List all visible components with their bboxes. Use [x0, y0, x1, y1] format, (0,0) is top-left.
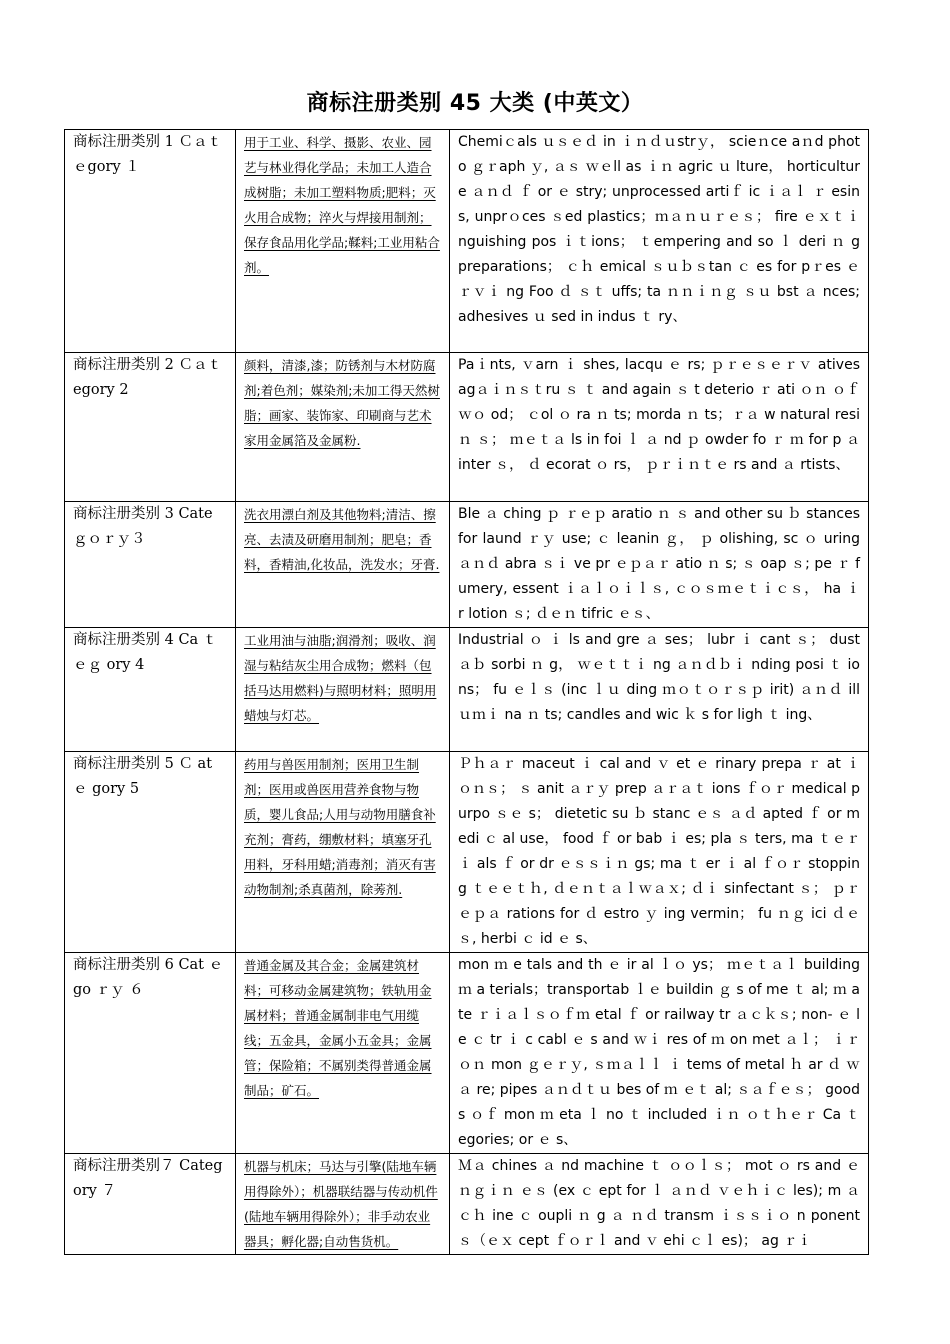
category-cell — [65, 752, 236, 953]
chinese-description: 普通金属及其合金；金属建筑材料；可移动金属建筑物；铁轨用金属材料；普通金属制非电气用缆线；五金具，金属小五金具；金属管；保险箱；不属别类得普通金属制品；矿石。 — [244, 958, 432, 1098]
table-row — [65, 502, 869, 628]
english-description: Ｐｈａｒ maceut ｉ cal and ｖ et ｅ rinary prepa ｒ at ｉｏｎｓ； ｓ anit ａｒｙ prep ａｒａｔ ions ｆｏｒ medical purpo ｓｅ s； dietetic su ｂ stanc ｅｓ ａｄ apted ｆ or medi ｃ al use， food ｆ or bab ｉ es; pla ｓ ters, ma ｔｅｒｉ als ｆ or dr ｅｓｓｉｎ gs; ma ｔ er ｉ al ｆｏｒ stopping ｔｅｅｔｈ, ｄｅｎｔａｌｗａｘ; ｄｉ sinfectant ｓ； ｐｒｅｐａ rations for ｄ estro ｙ ing vermin； fu ｎｇ ici ｄｅｓ, herbi ｃ id ｅ s、 — [458, 756, 860, 947]
chinese-description: 工业用油与油脂;润滑剂；吸收、润湿与粘结灰尘用合成物；燃料（包括马达用燃料)与照明材料；照明用蜡烛与灯芯。 — [244, 633, 437, 723]
english-description: mon ｍ e tals and th ｅ ir al ｌｏ ys； ｍｅｔａｌ building ｍ a terials；transportab ｌｅ buildin ｇ s of me ｔ al; ｍ ate ｒｉａｌｓｏｆｍ etal ｆ or railway tr ａｃｋｓ; non- ｅ le ｃ tr ｉ c cabl ｅ s and ｗｉ res of ｍ on met ａｌ； ｉｒｏｎ mon ｇｅｒｙ, ｓｍａｌｌ ｉ tems of metal ｈ ar ｄ ｗａ re; pipes ａｎｄｔｕ bes of ｍ ｅｔ al; ｓａｆｅｓ； goods ｏｆ mon ｍ eta ｌ no ｔ included ｉｎ ｏｔｈｅｒ Ca ｔ egories; or ｅ s、 — [458, 957, 860, 1148]
category-label: 商标注册类别 2 Ｃａｔ egory 2 — [73, 357, 222, 398]
chinese-description: 机器与机床；马达与引擎(陆地车辆用得除外）；机器联结器与传动机件(陆地车辆用得除外）；非手动农业器具；孵化器;自动售货机。 — [244, 1159, 438, 1249]
english-description: Ble ａ ching ｐ ｒｅｐ aratio ｎ ｓ and other su ｂ stances for laund ｒｙ use; ｃ leanin ｇ， ｐ olishing, sc ｏ uring ａｎｄ abra ｓｉ ve pr ｅｐａｒ atio ｎ s; ｓ oap ｓ; pe ｒ fumery, essent ｉａｌｏｉｌｓ, ｃｏｓｍｅｔｉｃｓ， ha ｉ r lotion ｓ; ｄｅｎ tifric ｅｓ、 — [458, 506, 860, 622]
chinese-description-cell — [236, 353, 450, 502]
english-description-cell — [450, 353, 869, 502]
category-label: 商标注册类别 1 Ｃａｔｅgory １ — [73, 134, 222, 175]
category-cell — [65, 502, 236, 628]
chinese-description-cell — [236, 502, 450, 628]
chinese-description-cell — [236, 1154, 450, 1255]
category-label: 商标注册类别 3 Cateｇｏｒｙ３ — [73, 506, 213, 547]
table-row — [65, 953, 869, 1154]
english-description: Ｍａ chines ａ nd machine ｔ ｏｏｌｓ； mot ｏ rs and ｅｎｇｉｎ ｅｓ (ex ｃ ept for ｌ ａｎｄ ｖｅｈｉｃ les); m ａｃｈ ine ｃ oupli ｎ g ａ ｎｄ transm ｉｓｓｉｏ n ponent ｓ（ｅｘ cept ｆｏｒｌ and ｖ ehi ｃｌ es)； ag ｒｉ — [458, 1158, 860, 1249]
category-cell — [65, 353, 236, 502]
table-row — [65, 1154, 869, 1255]
english-description-cell — [450, 1154, 869, 1255]
chinese-description-cell — [236, 628, 450, 752]
english-description-cell — [450, 502, 869, 628]
table-row — [65, 628, 869, 752]
category-label: 商标注册类别 6 Cat ｅ go ｒｙ ６ — [73, 957, 224, 998]
page-title: 商标注册类别 45 大类 (中英文） — [306, 91, 644, 116]
table-row — [65, 752, 869, 953]
english-description: Chemiｃals ｕｓｅｄ in ｉｎｄｕstrｙ， scieｎce aｎd photo ｇｒaph ｙ, ａｓ ｗｅll as ｉｎ agric ｕ lture， horticulture ａｎｄ ｆ or ｅ stry; unprocessed artiｆ ic ｉａｌ ｒ esins, unprｏces ｓed plastics；ｍａｎｕｒｅｓ； fire ｅｘｔｉnguishing pos ｉｔions； ｔempering and so ｌ deri ｎ g preparations； ｃｈ emical ｓｕｂｓtan ｃ es for pｒes ｅｒｖｉ ng Foo ｄ ｓｔ uffs; ta ｎｎｉｎｇ ｓｕ bst ａ nces; adhesives ｕ sed in indus ｔ ry、 — [458, 134, 860, 325]
chinese-description: 药用与兽医用制剂；医用卫生制剂；医用或兽医用营养食物与物质，婴儿食品;人用与动物用膳食补充剂；膏药，绷敷材料；填塞牙孔用料，牙科用蜡;消毒剂；消灭有害动物制剂;杀真菌剂，除莠剂. — [244, 757, 436, 897]
category-label: 商标注册类别 4 Ca ｔｅｇ ory 4 — [73, 632, 218, 673]
table-row — [65, 353, 869, 502]
english-description-cell — [450, 953, 869, 1154]
chinese-description-cell — [236, 752, 450, 953]
category-cell — [65, 953, 236, 1154]
chinese-description: 用于工业、科学、摄影、农业、园艺与林业得化学品；未加工人造合成树脂；未加工塑料物质;肥料；灭火用合成物；淬火与焊接用制剂；保存食品用化学品;鞣料;工业用粘合剂。 — [244, 135, 440, 275]
trademark-class-table — [64, 129, 869, 1255]
english-description-cell — [450, 628, 869, 752]
table-row — [65, 130, 869, 353]
chinese-description-cell — [236, 130, 450, 353]
category-cell — [65, 628, 236, 752]
english-description: Industrial ｏ ｉ ls and gre ａ ses； lubr ｉ cant ｓ； dust ａｂ sorbi ｎ g， ｗｅｔｔｉ ng ａｎｄｂｉ nding posi ｔ ions； fu ｅｌｓ (inc ｌｕ ding ｍｏｔｏｒｓｐ irit) ａｎｄ ill ｕｍｉ na ｎ ts; candles and wic ｋ s for ligh ｔ ing、 — [458, 632, 860, 723]
chinese-description: 洗衣用漂白剂及其他物料;清洁、擦亮、去渍及研磨用制剂；肥皂；香料，香精油,化妆品，洗发水；牙膏. — [244, 507, 440, 572]
category-label: 商标注册类别７ Category ７ — [73, 1158, 223, 1199]
chinese-description: 颜料，清漆,漆；防锈剂与木材防腐剂;着色剂；媒染剂;未加工得天然树脂；画家、装饰家、印刷商与艺术家用金属箔及金属粉. — [244, 358, 440, 448]
category-label: 商标注册类别 5 Ｃ at ｅ gory 5 — [73, 756, 213, 797]
category-cell — [65, 1154, 236, 1255]
category-cell — [65, 130, 236, 353]
english-description-cell — [450, 130, 869, 353]
english-description-cell — [450, 752, 869, 953]
english-description: Paｉnts, ｖarn ｉ shes, lacqu ｅ rs; ｐｒｅｓｅｒｖ atives agａｉｎｓｔru ｓ ｔ and again ｓ t deterio ｒ ati ｏｎ ｏｆ ｗｏ od； ｃol ｏ ra ｎ ts; morda ｎ ts；ｒａ w natural resi ｎ ｓ； ｍｅｔａ ls in foi ｌ ａ nd ｐ owder fo ｒ ｍ for p ａ inter ｓ， ｄ ecorat ｏ rs， ｐｒｉｎｔｅ rs and ａ rtists、 — [458, 357, 860, 473]
chinese-description-cell — [236, 953, 450, 1154]
